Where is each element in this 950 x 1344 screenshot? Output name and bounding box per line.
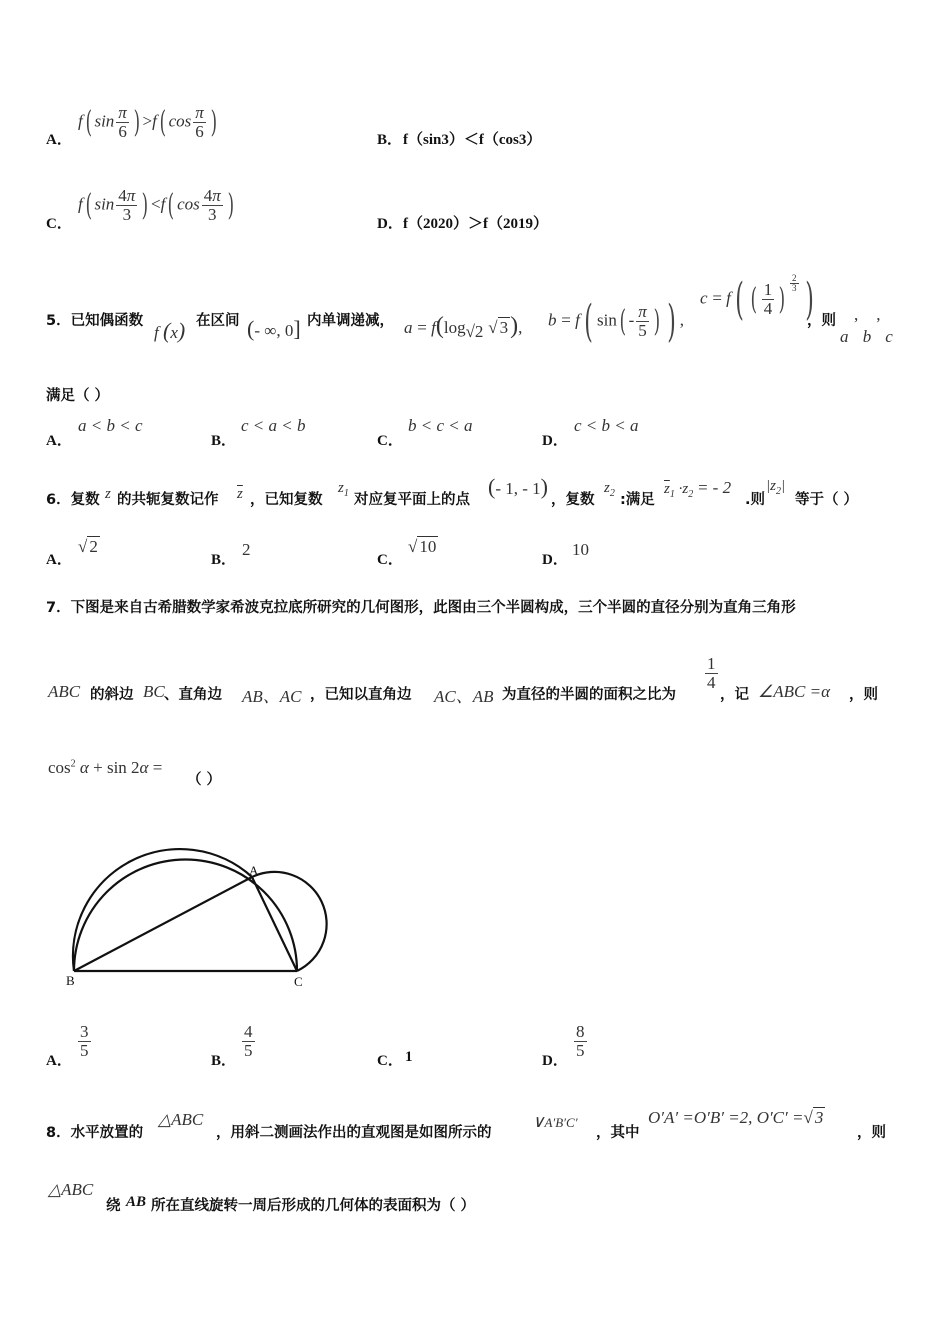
q7-abc-1: ABC xyxy=(48,682,81,701)
q5-stem-4: ，则 xyxy=(807,313,836,329)
q8-stem-6: 所在直线旋转一周后形成的几何体的表面积为（ ） xyxy=(151,1198,476,1214)
q7-angle: ∠ABC =α xyxy=(758,682,831,701)
q7-stem-3: 、直角边 xyxy=(164,687,222,703)
q5-stem-1: 5．已知偶函数 xyxy=(46,313,144,329)
q7-figure xyxy=(55,808,335,993)
q5-abc: a b c xyxy=(840,327,893,346)
q6-stem-8: 等于（ ） xyxy=(795,492,859,508)
q7-option-c: 1 xyxy=(405,1049,413,1065)
q4-option-a-formula: f( sin $\frac{\pi}{6}$ ) >f( cos $\frac{\pi}{6}$ ) xyxy=(78,103,217,141)
q6-z1: $z_1$ xyxy=(338,480,349,499)
q6-option-c: √ 10 xyxy=(408,537,437,556)
q6-option-d-label: D． xyxy=(542,552,568,568)
q5-option-b: c < a < b xyxy=(241,416,306,435)
q6-stem-5: ，复数 xyxy=(551,492,595,508)
q7-option-c-label: C． xyxy=(377,1053,403,1069)
q6-zbar: $\overline{z}$ xyxy=(237,486,243,502)
q8-stem-5: 绕 xyxy=(106,1198,121,1214)
q5-option-a: a < b < c xyxy=(78,416,143,435)
q7-option-d-label: D． xyxy=(542,1053,568,1069)
q6-stem-3: ，已知复数 xyxy=(250,492,323,508)
q4-option-a-label: A． xyxy=(46,132,72,148)
q7-expression: $\cos^2 \alpha + \sin 2\alpha$ = xyxy=(48,758,163,777)
q4-option-b-label: B． xyxy=(377,132,403,148)
q8-stem-3: ，其中 xyxy=(596,1125,640,1141)
q6-z: z xyxy=(105,486,111,502)
q6-stem-2: 的共轭复数记作 xyxy=(117,492,219,508)
q5-stem-5: 满足（ ） xyxy=(46,388,110,404)
q6-equation: $\overline{z}_1 \cdot z_2$ = - 2 xyxy=(664,478,732,500)
q5-option-b-label: B． xyxy=(211,433,237,449)
q5-commas: , , xyxy=(854,305,881,324)
q6-option-a-label: A． xyxy=(46,552,72,568)
q8-stem-1: 8．水平放置的 xyxy=(46,1125,144,1141)
segment-ac xyxy=(252,877,297,971)
q5-b-def: b = f( sin( - $\frac{\pi}{5}$ ) ) , xyxy=(548,296,684,347)
q5-option-c: b < c < a xyxy=(408,416,473,435)
q7-stem-2: 的斜边 xyxy=(90,687,134,703)
q8-ab: AB xyxy=(126,1194,147,1210)
q8-intuitive-figure: ∨A′B′C′ xyxy=(532,1112,578,1131)
q6-stem-7: .则 xyxy=(745,492,766,508)
q7-ratio: $\frac{1}{4}$ xyxy=(707,654,716,692)
q5-stem-3: 内单调递减， xyxy=(307,313,394,329)
q4-option-d-label: D． xyxy=(377,216,403,232)
q6-option-b: 2 xyxy=(242,540,251,559)
q7-stem-8: （ ） xyxy=(187,772,222,788)
q5-stem-2: 在区间 xyxy=(196,313,240,329)
fig-label-c: C xyxy=(294,974,303,989)
q6-stem-4: 对应复平面上的点 xyxy=(354,492,470,508)
q7-stem-5: 为直径的半圆的面积之比为 xyxy=(502,687,676,703)
q6-option-b-label: B． xyxy=(211,552,237,568)
q4-option-c-formula: f( sin $\frac{4\pi}{3}$ ) <f( cos $\frac{4\pi}{3}$ ) xyxy=(78,186,234,224)
q6-z2: $z_2$ xyxy=(604,480,615,499)
q6-abs-z2: $|z_2|$ xyxy=(766,478,786,497)
fig-label-b: B xyxy=(66,973,75,988)
q7-bc: BC xyxy=(143,682,165,701)
q7-option-a: $\frac{3}{5}$ xyxy=(80,1022,89,1060)
q8-triangle-abc: △ABC xyxy=(158,1110,204,1129)
q5-option-c-label: C． xyxy=(377,433,403,449)
q5-a-def: $a = f(\log_{√2}$ √ 3), xyxy=(404,313,523,341)
segment-ab xyxy=(74,877,252,971)
q7-option-d: $\frac{8}{5}$ xyxy=(576,1022,585,1060)
q8-stem-4: ，则 xyxy=(857,1125,886,1141)
q6-option-c-label: C． xyxy=(377,552,403,568)
fig-label-a: A xyxy=(249,863,259,878)
q7-stem-line-1: 7．下图是来自古希腊数学家希波克拉底所研究的几何图形，此图由三个半圆构成，三个半圆的直径分别为直角三角形 xyxy=(46,600,796,616)
q6-stem-6: :满足 xyxy=(620,492,655,508)
q4-option-d-text: f（2020）＞f（2019） xyxy=(403,216,548,232)
q5-option-a-label: A． xyxy=(46,433,72,449)
q8-lengths: O′A′ =O′B′ =2, O′C′ =√ 3 xyxy=(648,1108,824,1127)
q4-option-b-text: f（sin3）＜f（cos3） xyxy=(403,132,542,148)
q7-ac-ab: AC、AB xyxy=(434,687,494,706)
q5-interval: (- ∞, 0] xyxy=(247,316,301,341)
q7-option-a-label: A． xyxy=(46,1053,72,1069)
q8-triangle-abc-2: △ABC xyxy=(48,1180,94,1199)
q6-option-a: √ 2 xyxy=(78,537,98,556)
q7-stem-7: ，则 xyxy=(849,687,878,703)
q5-option-d-label: D． xyxy=(542,433,568,449)
q7-option-b: $\frac{4}{5}$ xyxy=(244,1022,253,1060)
q5-option-d: c < b < a xyxy=(574,416,639,435)
q8-stem-2: ，用斜二测画法作出的直观图是如图所示的 xyxy=(216,1125,492,1141)
q7-stem-4: ，已知以直角边 xyxy=(310,687,412,703)
q5-fx: f (x) xyxy=(154,318,186,343)
q6-option-d: 10 xyxy=(572,540,589,559)
q5-c-def: c = f( ( $\frac{1}{4}$ ) $^{\frac{2}{3}}$ ) xyxy=(700,273,814,325)
q7-ab-ac: AB、AC xyxy=(242,687,302,706)
q6-point: (- 1, - 1) xyxy=(488,474,548,499)
q4-option-c-label: C． xyxy=(46,216,72,232)
q6-stem-1: 6．复数 xyxy=(46,492,100,508)
q7-option-b-label: B． xyxy=(211,1053,237,1069)
q7-stem-6: ，记 xyxy=(720,687,749,703)
